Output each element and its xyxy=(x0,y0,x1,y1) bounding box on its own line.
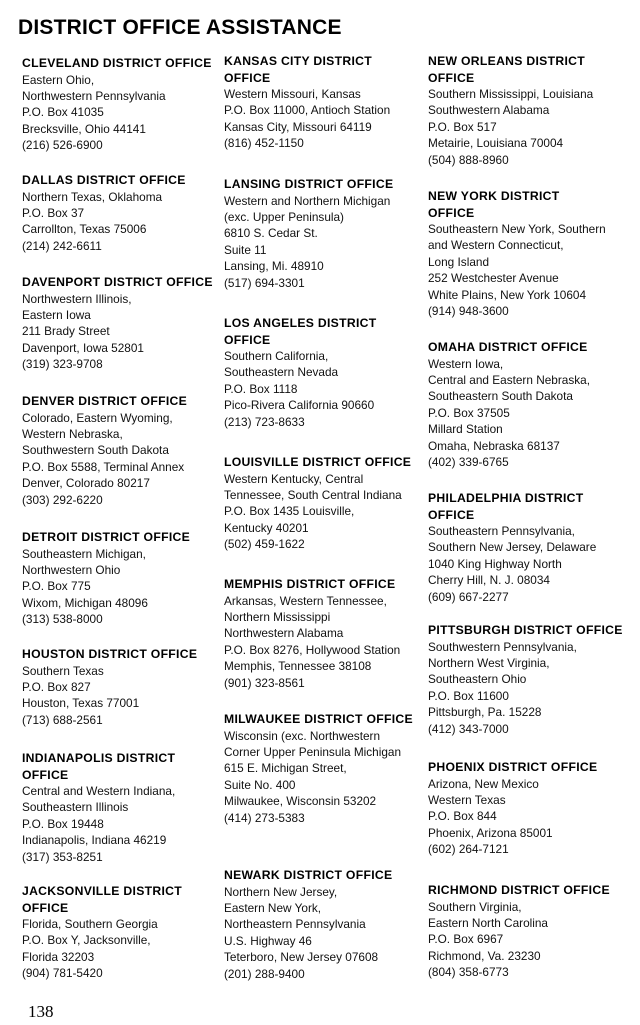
office-name: DENVER DISTRICT OFFICE xyxy=(22,394,188,408)
office-address-line: Kentucky 40201 xyxy=(224,520,309,535)
office-address-line: Florida, Southern Georgia xyxy=(22,917,158,931)
office-address-line: Northwestern Alabama xyxy=(224,626,344,641)
office-name: CLEVELAND DISTRICT OFFICE xyxy=(22,56,212,70)
office-address-line: Southern Mississippi, Louisiana xyxy=(428,87,594,101)
office-address-line: Wixom, Michigan 48096 xyxy=(22,595,148,610)
office-entry xyxy=(22,883,227,982)
page-title: DISTRICT OFFICE ASSISTANCE xyxy=(18,16,342,39)
office-address-line: Arkansas, Western Tennessee, xyxy=(224,593,387,608)
office-address-line: (319) 323-9708 xyxy=(22,357,103,372)
office-address-line: Davenport, Iowa 52801 xyxy=(22,340,144,355)
office-entry xyxy=(22,172,227,254)
office-address-line: (414) 273-5383 xyxy=(224,810,305,825)
office-address-line: P.O. Box 41035 xyxy=(22,105,104,120)
office-entry xyxy=(428,339,633,470)
office-address-line: P.O. Box 11600 xyxy=(428,688,509,703)
office-address-line: (502) 459-1622 xyxy=(224,537,305,552)
office-address-line: P.O. Box 1118 xyxy=(224,381,298,396)
office-address-line: (517) 694-3301 xyxy=(224,275,305,290)
office-address-line: Pittsburgh, Pa. 15228 xyxy=(428,705,542,720)
office-address-line: Arizona, New Mexico xyxy=(428,776,539,791)
office-entry xyxy=(224,711,429,826)
office-name: NEWARK DISTRICT OFFICE xyxy=(224,868,393,882)
office-address-line: (914) 948-3600 xyxy=(428,304,509,319)
office-name: OMAHA DISTRICT OFFICE xyxy=(428,340,588,354)
office-entry xyxy=(22,750,227,865)
office-address-line: (904) 781-5420 xyxy=(22,966,103,981)
office-address-line: Suite 11 xyxy=(224,242,267,257)
office-address-line: Carrollton, Texas 75006 xyxy=(22,222,147,237)
office-name: LOUISVILLE DISTRICT OFFICE xyxy=(224,455,412,469)
office-address-line: P.O. Box 775 xyxy=(22,579,91,594)
office-address-line: Northwestern Pennsylvania xyxy=(22,88,166,103)
office-address-line: P.O. Box Y, Jacksonville, xyxy=(22,933,151,948)
office-address-line: Western and Northern Michigan xyxy=(224,193,391,208)
office-address-line: (901) 323-8561 xyxy=(224,675,305,690)
office-address-line: White Plains, New York 10604 xyxy=(428,287,587,302)
office-entry xyxy=(224,576,429,691)
office-name: KANSAS CITY DISTRICT xyxy=(224,54,372,68)
office-entry xyxy=(428,759,633,858)
office-address-line: Denver, Colorado 80217 xyxy=(22,476,150,491)
office-name: OFFICE xyxy=(224,332,271,347)
office-entry xyxy=(22,55,227,154)
office-address-line: Richmond, Va. 23230 xyxy=(428,948,541,963)
office-address-line: Florida 32203 xyxy=(22,949,95,964)
office-address-line: Long Island xyxy=(428,254,490,269)
page-number: 138 xyxy=(28,1002,54,1021)
office-entry xyxy=(22,274,227,373)
office-address-line: Memphis, Tennessee 38108 xyxy=(224,659,372,674)
office-address-line: Lansing, Mi. 48910 xyxy=(224,259,324,274)
office-name: OFFICE xyxy=(428,205,475,220)
office-address-line: Kansas City, Missouri 64119 xyxy=(224,119,372,134)
office-address-line: Eastern New York, xyxy=(224,900,322,915)
office-entry xyxy=(224,176,429,291)
office-name: OFFICE xyxy=(428,507,475,522)
office-address-line: Northeastern Pennsylvania xyxy=(224,917,366,932)
office-address-line: Northwestern Ohio xyxy=(22,562,121,577)
office-address-line: (412) 343-7000 xyxy=(428,721,509,736)
office-address-line: Western Iowa, xyxy=(428,356,504,371)
office-address-line: Southeastern Illinois xyxy=(22,800,129,815)
office-address-line: Northwestern Illinois, xyxy=(22,291,132,306)
office-address-line: Southeastern New York, Southern xyxy=(428,222,606,236)
office-address-line: Western Texas xyxy=(428,792,506,807)
office-name: NEW YORK DISTRICT xyxy=(428,189,560,203)
office-address-line: Southwestern South Dakota xyxy=(22,443,169,458)
office-address-line: Northern West Virginia, xyxy=(428,655,550,670)
office-entry xyxy=(22,646,227,728)
office-address-line: Eastern North Carolina xyxy=(428,915,548,930)
office-address-line: (402) 339-6765 xyxy=(428,454,509,469)
office-entry xyxy=(22,529,227,628)
office-entry xyxy=(224,315,429,430)
office-name: MILWAUKEE DISTRICT OFFICE xyxy=(224,712,413,726)
office-address-line: Indianapolis, Indiana 46219 xyxy=(22,833,167,848)
office-address-line: Suite No. 400 xyxy=(224,777,296,792)
office-address-line: (exc. Upper Peninsula) xyxy=(224,209,344,224)
office-address-line: (713) 688-2561 xyxy=(22,712,103,727)
office-address-line: Tennessee, South Central Indiana xyxy=(224,487,402,502)
office-name: OFFICE xyxy=(224,70,271,85)
office-name: MEMPHIS DISTRICT OFFICE xyxy=(224,577,396,591)
office-address-line: Southeastern Pennsylvania, xyxy=(428,524,575,538)
office-address-line: Northern Mississippi xyxy=(224,609,331,624)
office-address-line: Wisconsin (exc. Northwestern xyxy=(224,728,381,743)
office-address-line: Cherry Hill, N. J. 08034 xyxy=(428,573,550,588)
office-address-line: 615 E. Michigan Street, xyxy=(224,761,347,776)
office-address-line: (303) 292-6220 xyxy=(22,492,103,507)
office-address-line: (816) 452-1150 xyxy=(224,136,304,151)
office-address-line: P.O. Box 827 xyxy=(22,679,91,694)
office-address-line: Colorado, Eastern Wyoming, xyxy=(22,410,173,425)
office-address-line: Southern California, xyxy=(224,349,329,363)
office-entry xyxy=(428,53,633,168)
office-address-line: Southeastern Ohio xyxy=(428,672,527,687)
office-address-line: (602) 264-7121 xyxy=(428,842,509,857)
office-address-line: (609) 667-2277 xyxy=(428,589,509,604)
office-address-line: (201) 288-9400 xyxy=(224,966,305,981)
office-address-line: Southwestern Pennsylvania, xyxy=(428,639,577,654)
office-address-line: 1040 King Highway North xyxy=(428,556,562,571)
office-address-line: P.O. Box 11000, Antioch Station xyxy=(224,103,391,118)
office-address-line: Houston, Texas 77001 xyxy=(22,696,140,711)
office-address-line: Brecksville, Ohio 44141 xyxy=(22,121,146,136)
office-entry xyxy=(224,53,429,152)
office-address-line: Milwaukee, Wisconsin 53202 xyxy=(224,794,377,809)
office-address-line: Southern New Jersey, Delaware xyxy=(428,540,597,555)
office-address-line: Northern New Jersey, xyxy=(224,884,338,899)
office-address-line: Eastern Iowa xyxy=(22,307,91,322)
office-address-line: Western Kentucky, Central xyxy=(224,471,364,486)
office-name: OFFICE xyxy=(428,70,475,85)
office-name: OFFICE xyxy=(22,767,69,782)
office-address-line: P.O. Box 5588, Terminal Annex xyxy=(22,459,185,474)
office-address-line: Southern Virginia, xyxy=(428,899,522,914)
office-name: JACKSONVILLE DISTRICT xyxy=(22,884,183,898)
office-address-line: P.O. Box 1435 Louisville, xyxy=(224,504,355,519)
office-address-line: P.O. Box 6967 xyxy=(428,932,504,947)
office-address-line: P.O. Box 844 xyxy=(428,809,497,824)
office-address-line: Millard Station xyxy=(428,422,503,437)
office-address-line: Western Nebraska, xyxy=(22,426,123,441)
office-address-line: Corner Upper Peninsula Michigan xyxy=(224,744,402,759)
office-address-line: (214) 242-6611 xyxy=(22,238,102,253)
office-address-line: 252 Westchester Avenue xyxy=(428,271,559,286)
office-name: HOUSTON DISTRICT OFFICE xyxy=(22,647,198,661)
office-address-line: Northern Texas, Oklahoma xyxy=(22,189,163,204)
office-address-line: (213) 723-8633 xyxy=(224,414,305,429)
office-name: DALLAS DISTRICT OFFICE xyxy=(22,173,186,187)
office-address-line: 6810 S. Cedar St. xyxy=(224,226,318,241)
office-address-line: Western Missouri, Kansas xyxy=(224,87,361,101)
office-name: RICHMOND DISTRICT OFFICE xyxy=(428,883,610,897)
office-address-line: (504) 888-8960 xyxy=(428,152,509,167)
office-address-line: Phoenix, Arizona 85001 xyxy=(428,825,553,840)
office-address-line: Southeastern Michigan, xyxy=(22,546,146,561)
office-name: PITTSBURGH DISTRICT OFFICE xyxy=(428,623,623,637)
office-address-line: P.O. Box 8276, Hollywood Station xyxy=(224,642,401,657)
office-name: LANSING DISTRICT OFFICE xyxy=(224,177,394,191)
office-name: DETROIT DISTRICT OFFICE xyxy=(22,530,191,544)
office-address-line: Pico-Rivera California 90660 xyxy=(224,398,375,413)
office-entry xyxy=(224,454,429,553)
office-address-line: 211 Brady Street xyxy=(22,324,110,339)
office-address-line: U.S. Highway 46 xyxy=(224,933,312,948)
office-address-line: Southwestern Alabama xyxy=(428,103,550,118)
office-address-line: Teterboro, New Jersey 07608 xyxy=(224,950,379,965)
office-name: PHOENIX DISTRICT OFFICE xyxy=(428,760,598,774)
office-name: PHILADELPHIA DISTRICT xyxy=(428,491,584,505)
office-entry xyxy=(428,188,633,319)
office-address-line: Southeastern South Dakota xyxy=(428,389,573,404)
office-address-line: Central and Western Indiana, xyxy=(22,784,176,798)
office-entry xyxy=(224,867,429,982)
office-address-line: (216) 526-6900 xyxy=(22,138,103,153)
office-address-line: P.O. Box 37505 xyxy=(428,405,510,420)
office-entry xyxy=(428,622,633,737)
office-name: LOS ANGELES DISTRICT xyxy=(224,316,377,330)
office-address-line: (317) 353-8251 xyxy=(22,849,103,864)
office-entry xyxy=(428,882,633,981)
office-name: DAVENPORT DISTRICT OFFICE xyxy=(22,275,213,289)
office-name: NEW ORLEANS DISTRICT xyxy=(428,54,585,68)
office-address-line: and Western Connecticut, xyxy=(428,238,564,253)
office-address-line: Central and Eastern Nebraska, xyxy=(428,372,590,387)
office-address-line: Southeastern Nevada xyxy=(224,365,339,380)
office-name: INDIANAPOLIS DISTRICT xyxy=(22,751,176,765)
office-entry xyxy=(22,393,227,508)
office-address-line: Eastern Ohio, xyxy=(22,72,95,87)
office-address-line: (313) 538-8000 xyxy=(22,612,103,627)
office-entry xyxy=(428,490,633,605)
office-address-line: P.O. Box 517 xyxy=(428,119,497,134)
office-address-line: Omaha, Nebraska 68137 xyxy=(428,438,560,453)
office-address-line: (804) 358-6773 xyxy=(428,965,509,980)
office-name: OFFICE xyxy=(22,900,69,915)
office-address-line: Southern Texas xyxy=(22,663,104,678)
office-address-line: P.O. Box 37 xyxy=(22,205,85,220)
office-address-line: P.O. Box 19448 xyxy=(22,816,104,831)
office-address-line: Metairie, Louisiana 70004 xyxy=(428,136,564,151)
